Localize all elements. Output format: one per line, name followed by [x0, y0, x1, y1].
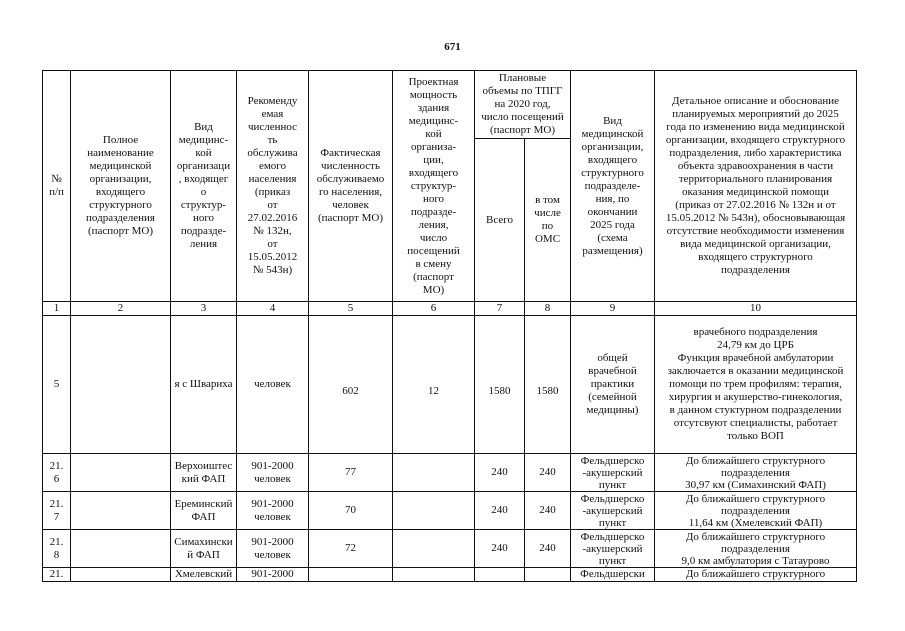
- column-number: 9: [571, 302, 655, 316]
- page-number: 671: [444, 41, 461, 53]
- row-number: 21.: [43, 568, 71, 582]
- row-type-2025: Фельдшерски: [571, 568, 655, 582]
- row-full-name: [71, 492, 171, 530]
- row-oms: [525, 568, 571, 582]
- row-oms: 240: [525, 492, 571, 530]
- row-recommended: 901-2000 человек: [237, 530, 309, 568]
- table-row: [43, 492, 857, 530]
- row-full-name: [71, 530, 171, 568]
- row-description: До ближайшего структурного подразделения 9,0 км амбулатория с Татаурово: [655, 530, 857, 568]
- column-number: 2: [71, 302, 171, 316]
- row-capacity: [393, 530, 475, 568]
- row-number: 5: [43, 316, 71, 454]
- row-type: Симахински й ФАП: [171, 530, 237, 568]
- column-number: 7: [475, 302, 525, 316]
- row-recommended: человек: [237, 316, 309, 454]
- row-description: врачебного подразделения 24,79 км до ЦРБ Функция врачебной амбулатории заключается в оказании медицинской помощи по трем профилям: терапия, хирургия и акушерство-гинекология, в данном стуктурном подразделении отсутсвуют специалисты, работает только ВОП: [655, 316, 857, 454]
- header-number: № п/п: [43, 71, 71, 302]
- facilities-table: [42, 70, 857, 582]
- row-type: Верхоиштес кий ФАП: [171, 454, 237, 492]
- row-full-name: [71, 454, 171, 492]
- row-oms: 240: [525, 454, 571, 492]
- row-actual: 602: [309, 316, 393, 454]
- header-design-capacity: Проектная мощность здания медицинс- кой организа- ции, входящего структур- ного подразде- ления, число посещений в смену (паспорт МО): [393, 71, 475, 302]
- row-type-2025: Фельдшерско -акушерский пункт: [571, 530, 655, 568]
- header-type-2025: Вид медицинской организации, входящего структурного подразделе- ния, по окончании 2025 года (схема размещения): [571, 71, 655, 302]
- row-actual: 77: [309, 454, 393, 492]
- row-total: 240: [475, 530, 525, 568]
- row-capacity: [393, 568, 475, 582]
- column-number: 1: [43, 302, 71, 316]
- row-actual: 70: [309, 492, 393, 530]
- row-type: Хмелевский: [171, 568, 237, 582]
- row-type-2025: Фельдшерско -акушерский пункт: [571, 492, 655, 530]
- header-planned-volumes: Плановые объемы по ТПГГ на 2020 год, число посещений (паспорт МО): [475, 71, 571, 139]
- column-number: 6: [393, 302, 475, 316]
- row-full-name: [71, 316, 171, 454]
- row-total: 240: [475, 454, 525, 492]
- row-actual: 72: [309, 530, 393, 568]
- table-row: [43, 568, 857, 582]
- header-description: Детальное описание и обоснование планируемых мероприятий до 2025 года по изменению вида медицинской организации, входящего структурного подразделения, либо характеристика объекта здравоохранения в части территориального планирования оказания медицинской помощи (приказ от 27.02.2016 № 132н и от 15.05.2012 № 543н), обосновывающая отсутствие необходимости изменения вида медицинской организации, входящего структурного подразделения: [655, 71, 857, 302]
- row-capacity: 12: [393, 316, 475, 454]
- row-type-2025: общей врачебной практики (семейной медицины): [571, 316, 655, 454]
- header-recommended-population: Рекоменду емая численнос ть обслужива емого населения (приказ от 27.02.2016 № 132н, от 15.05.2012 № 543н): [237, 71, 309, 302]
- row-number: 21. 8: [43, 530, 71, 568]
- row-total: 240: [475, 492, 525, 530]
- column-number: 8: [525, 302, 571, 316]
- row-description: До ближайшего структурного: [655, 568, 857, 582]
- row-description: До ближайшего структурного подразделения 11,64 км (Хмелевский ФАП): [655, 492, 857, 530]
- header-oms: в том числе по ОМС: [525, 139, 571, 302]
- row-total: 1580: [475, 316, 525, 454]
- row-oms: 240: [525, 530, 571, 568]
- row-full-name: [71, 568, 171, 582]
- row-type: я с Швариха: [171, 316, 237, 454]
- row-number: 21. 7: [43, 492, 71, 530]
- row-capacity: [393, 492, 475, 530]
- row-total: [475, 568, 525, 582]
- row-type: Ереминский ФАП: [171, 492, 237, 530]
- header-actual-population: Фактическая численность обслуживаемо го населения, человек (паспорт МО): [309, 71, 393, 302]
- row-actual: [309, 568, 393, 582]
- row-recommended: 901-2000: [237, 568, 309, 582]
- header-total: Всего: [475, 139, 525, 302]
- row-recommended: 901-2000 человек: [237, 454, 309, 492]
- column-number: 4: [237, 302, 309, 316]
- row-capacity: [393, 454, 475, 492]
- column-number: 3: [171, 302, 237, 316]
- column-number: 5: [309, 302, 393, 316]
- table-row: [43, 454, 857, 492]
- table-row: [43, 316, 857, 454]
- header-full-name: Полное наименование медицинской организации, входящего структурного подразделения (паспорт МО): [71, 71, 171, 302]
- row-number: 21. 6: [43, 454, 71, 492]
- column-number: 10: [655, 302, 857, 316]
- table-row: [43, 530, 857, 568]
- header-type: Вид медицинс- кой организаци , входящег о структур- ного подразде- ления: [171, 71, 237, 302]
- row-type-2025: Фельдшерско -акушерский пункт: [571, 454, 655, 492]
- row-oms: 1580: [525, 316, 571, 454]
- row-description: До ближайшего структурного подразделения 30,97 км (Симахинский ФАП): [655, 454, 857, 492]
- row-recommended: 901-2000 человек: [237, 492, 309, 530]
